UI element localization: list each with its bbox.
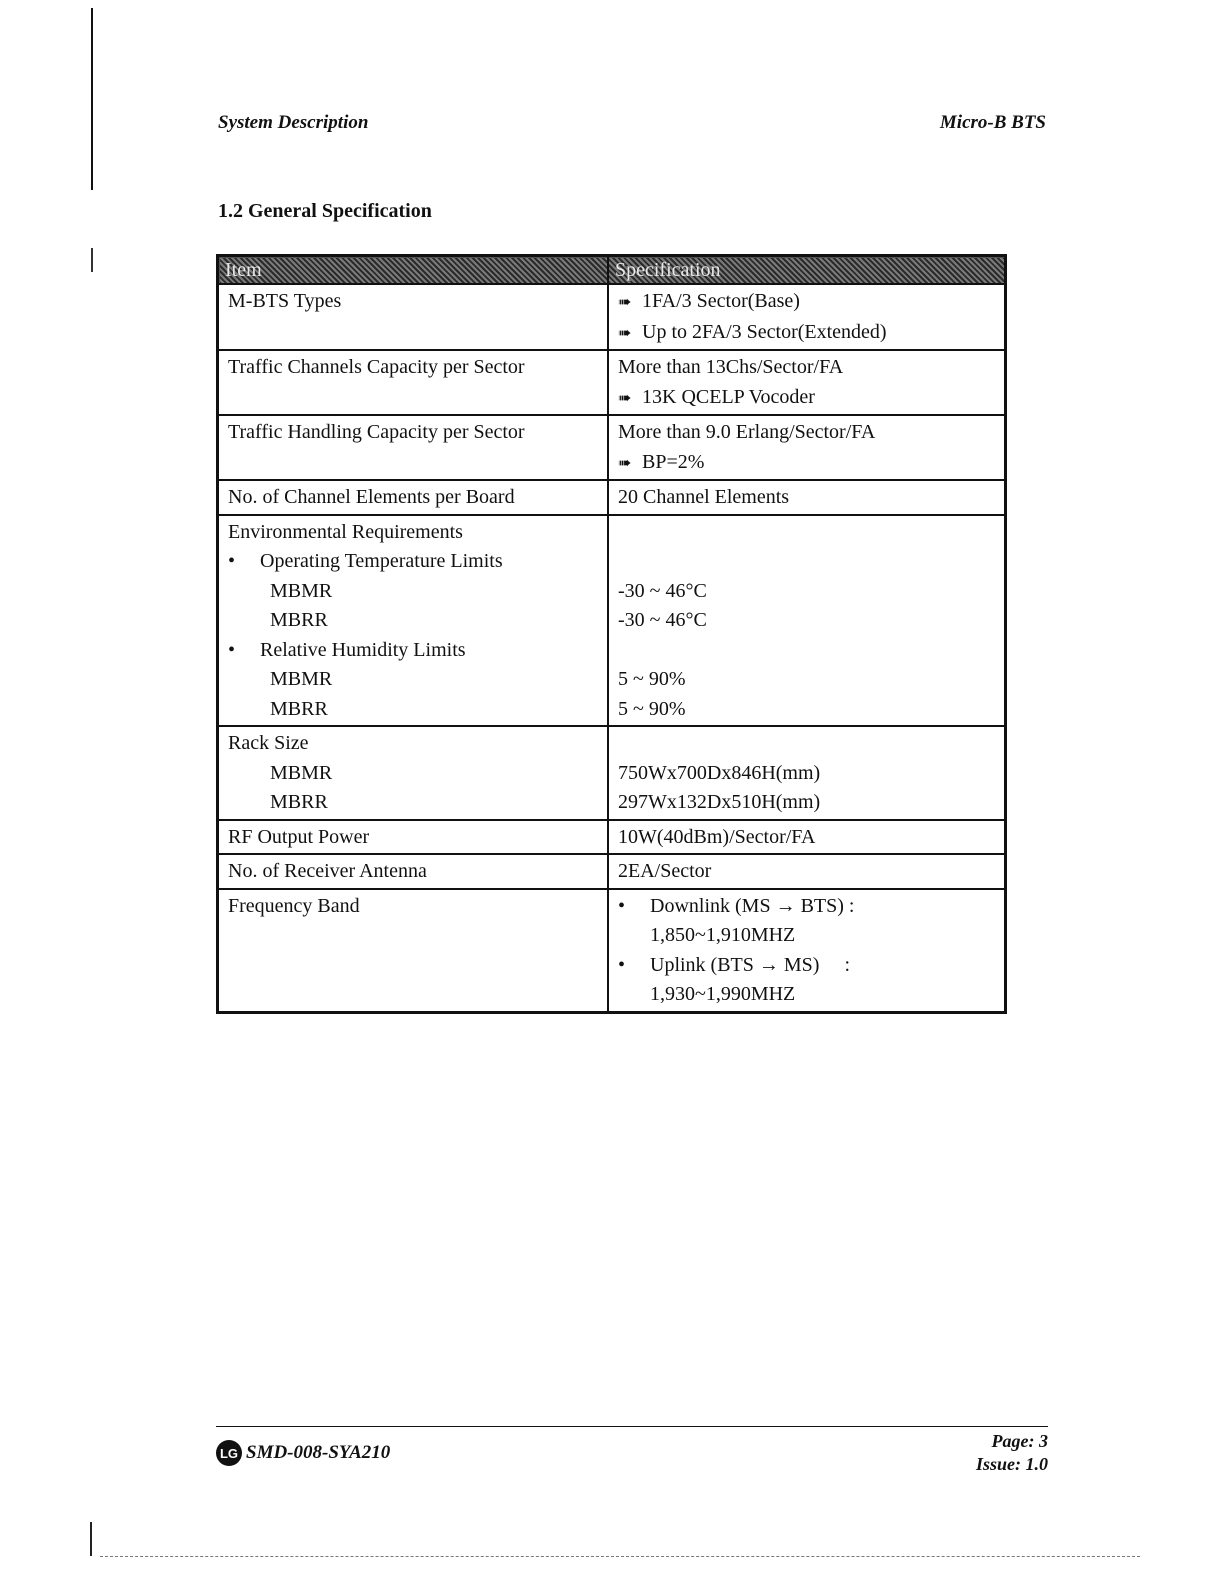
spec-cell: 10W(40dBm)/Sector/FA	[608, 820, 1006, 855]
item-cell: Traffic Handling Capacity per Sector	[218, 415, 609, 480]
scan-bottom-line	[100, 1556, 1140, 1557]
footer-right	[976, 1430, 1048, 1476]
bullet-icon: •	[228, 550, 236, 572]
item-cell: Environmental Requirements • Operating Temperature Limits MBMR MBRR • Relative Humidity Limits MBMR MBRR	[218, 515, 609, 727]
footer-left	[216, 1440, 390, 1466]
spec-table	[216, 254, 1007, 1014]
table-row	[218, 284, 1006, 350]
spec-cell: ➠ 1FA/3 Sector(Base) ➠ Up to 2FA/3 Sector(Extended)	[608, 284, 1006, 350]
column-header-specification: Specification	[608, 256, 1006, 285]
arrow-icon: ➠	[618, 454, 632, 472]
spec-cell: • Downlink (MS → BTS) : 1,850~1,910MHZ • Uplink (BTS → MS) : 1,930~1,990MHZ	[608, 889, 1006, 1013]
item-cell: M-BTS Types	[218, 284, 609, 350]
item-cell: No. of Channel Elements per Board	[218, 480, 609, 515]
column-header-item: Item	[218, 256, 609, 285]
spec-cell: -30 ~ 46°C -30 ~ 46°C 5 ~ 90% 5 ~ 90%	[608, 515, 1006, 727]
bullet-icon: •	[618, 894, 626, 917]
scan-margin-line	[91, 8, 93, 190]
spec-cell: 2EA/Sector	[608, 854, 1006, 889]
table-row	[218, 820, 1006, 855]
bullet-icon: •	[228, 638, 236, 661]
item-cell: RF Output Power	[218, 820, 609, 855]
arrow-icon: ➠	[618, 324, 632, 342]
bullet-icon: •	[618, 953, 626, 976]
footer-rule	[216, 1426, 1048, 1427]
spec-cell: 750Wx700Dx846H(mm) 297Wx132Dx510H(mm)	[608, 726, 1006, 820]
table-row	[218, 854, 1006, 889]
item-cell: Frequency Band	[218, 889, 609, 1013]
item-cell: Traffic Channels Capacity per Sector	[218, 350, 609, 415]
document-id: SMD-008-SYA210	[246, 1442, 391, 1463]
arrow-icon: ➠	[618, 389, 632, 407]
page-number: Page: 3	[991, 1431, 1048, 1451]
table-row	[218, 415, 1006, 480]
table-header-row	[218, 256, 1006, 285]
table-row	[218, 515, 1006, 727]
scan-margin-line	[91, 248, 93, 272]
table-row	[218, 726, 1006, 820]
spec-cell: 20 Channel Elements	[608, 480, 1006, 515]
table-row	[218, 480, 1006, 515]
item-cell: No. of Receiver Antenna	[218, 854, 609, 889]
spec-cell: More than 9.0 Erlang/Sector/FA ➠ BP=2%	[608, 415, 1006, 480]
table-row	[218, 350, 1006, 415]
spec-cell: More than 13Chs/Sector/FA ➠ 13K QCELP Vocoder	[608, 350, 1006, 415]
lg-logo-icon: LG	[216, 1440, 242, 1466]
item-cell: Rack Size MBMR MBRR	[218, 726, 609, 820]
table-row	[218, 889, 1006, 1013]
arrow-icon: ➠	[618, 294, 632, 311]
header-left: System Description	[218, 112, 369, 133]
header-right: Micro-B BTS	[939, 112, 1046, 133]
issue-number: Issue: 1.0	[975, 1454, 1048, 1474]
scan-margin-line	[90, 1522, 92, 1556]
section-title: 1.2 General Specification	[218, 200, 432, 222]
